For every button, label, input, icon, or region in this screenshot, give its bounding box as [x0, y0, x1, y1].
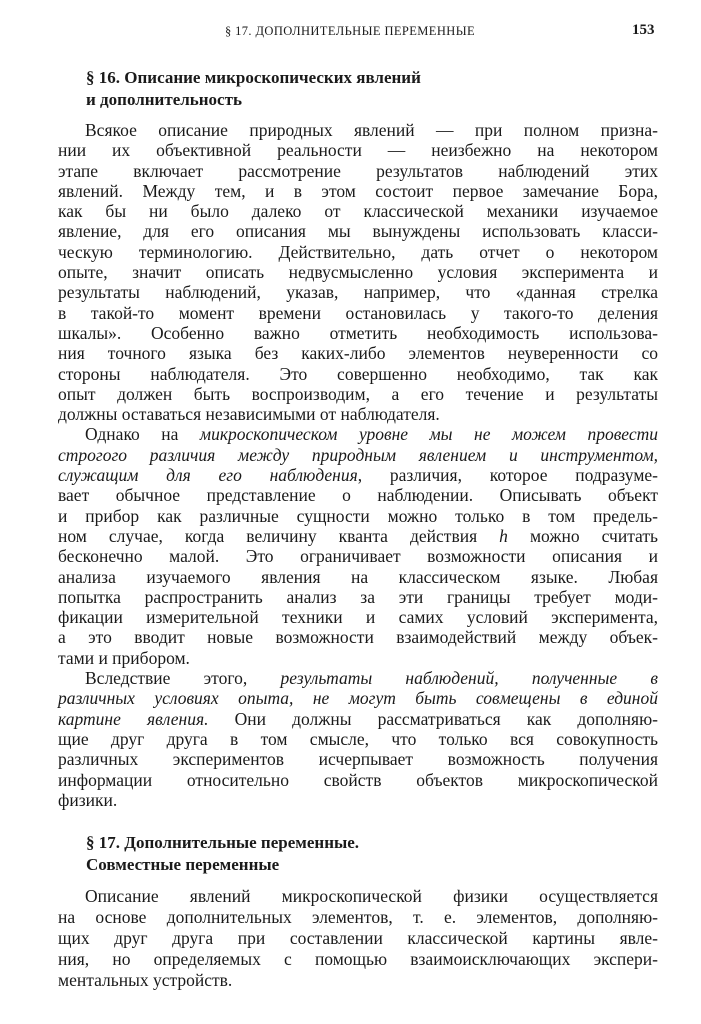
- section-16-title-line: § 16. Описание микроскопических явлений: [86, 68, 421, 87]
- section-17-body: [58, 886, 658, 991]
- text-line: [58, 668, 658, 688]
- italic-text: h: [499, 525, 508, 546]
- text-line: [58, 221, 658, 241]
- italic-text: различных условиях опыта, не могут быть совмещены в единой: [58, 688, 658, 709]
- text-run: нии их объективной реальности — неизбежно на некотором: [58, 140, 658, 161]
- section-16-body: [58, 120, 658, 810]
- text-line: [58, 587, 658, 607]
- text-run: ческую терминологию. Действительно, дать отчет о некотором: [58, 241, 658, 262]
- text-line: [58, 607, 658, 627]
- text-line: [58, 242, 658, 262]
- page-number: 153: [632, 22, 655, 38]
- text-line: [58, 907, 658, 928]
- text-run: ния точного языка без каких-либо элементов неуверенности со: [58, 343, 658, 364]
- text-run: Вследствие этого,: [85, 668, 281, 689]
- text-run: Описание явлений микроскопической физики осуществляется: [85, 886, 658, 906]
- text-line: [58, 526, 658, 546]
- text-run: Всякое описание природных явлений — при полном призна-: [85, 120, 658, 140]
- text-run: щих друг друга при составлении классической картины явле-: [58, 928, 658, 948]
- text-run: должны оставаться независимыми от наблюдателя.: [58, 404, 440, 425]
- text-line: [58, 384, 658, 404]
- text-line: [58, 201, 658, 221]
- text-line: [58, 928, 658, 949]
- section-17-title-line: Совместные переменные: [86, 855, 280, 874]
- text-run: и прибор как различные сущности можно только в том предель-: [58, 505, 658, 526]
- text-run: различных экспериментов исчерпывает возможность получения: [58, 749, 658, 770]
- italic-text: результаты наблюдений, полученные в: [280, 668, 658, 689]
- text-run: ния, но определяемых с помощью взаимоисключающих экспери-: [58, 949, 658, 969]
- text-line: [58, 709, 658, 729]
- section-17-heading: [86, 832, 359, 876]
- text-line: [58, 729, 658, 749]
- text-run: информации относительно свойств объектов микроскопической: [58, 769, 658, 790]
- text-line: [58, 343, 658, 363]
- text-line: [58, 485, 658, 505]
- text-run: щие друг друга в том смысле, что только вся совокупность: [58, 728, 658, 749]
- text-run: вает обычное представление о наблюдении. Описывать объект: [58, 485, 658, 506]
- text-line: [58, 648, 658, 668]
- text-run: бесконечно малой. Это ограничивает возможности описания и: [58, 546, 658, 567]
- text-run: Однако на: [85, 424, 200, 445]
- text-line: [58, 688, 658, 708]
- text-line: [58, 749, 658, 769]
- text-line: [58, 262, 658, 282]
- italic-text: картине явления.: [58, 708, 209, 729]
- text-line: [58, 790, 658, 810]
- text-line: [58, 970, 658, 991]
- text-run: явлений. Между тем, и в этом состоит первое замечание Бора,: [58, 180, 658, 201]
- text-line: [58, 627, 658, 647]
- text-line: [58, 445, 658, 465]
- text-run: фикации измерительной техники и самих условий эксперимента,: [58, 607, 658, 628]
- text-line: [58, 120, 658, 140]
- section-16-heading: [86, 67, 421, 111]
- text-line: [58, 364, 658, 384]
- text-line: [58, 303, 658, 323]
- text-run: в такой-то момент времени остановилась у такого-то деления: [58, 302, 658, 323]
- text-run: результаты наблюдений, указав, например, что «данная стрелка: [58, 282, 658, 303]
- text-line: [58, 140, 658, 160]
- text-line: [58, 506, 658, 526]
- italic-text: микроскопическом уровне мы не можем провести: [199, 424, 658, 445]
- text-run: , различия, которое подразуме-: [357, 465, 658, 486]
- text-line: [58, 886, 658, 907]
- section-17-title-line: § 17. Дополнительные переменные.: [86, 833, 360, 852]
- text-run: Они должны рассматриваться как дополняю-: [208, 708, 658, 729]
- running-head: § 17. ДОПОЛНИТЕЛЬНЫЕ ПЕРЕМЕННЫЕ: [224, 24, 476, 38]
- text-run: этапе включает рассмотрение результатов наблюдений этих: [58, 160, 658, 181]
- italic-text: строгого различия между природным явлением и инструментом,: [58, 444, 658, 465]
- text-run: шкалы». Особенно важно отметить необходимость использова-: [58, 322, 658, 343]
- text-run: как бы ни было далеко от классической механики изучаемое: [58, 201, 658, 222]
- text-run: ном случае, когда величину кванта действия: [58, 525, 500, 546]
- text-run: попытка распространить анализ за эти границы требует моди-: [58, 586, 658, 607]
- text-line: [58, 181, 658, 201]
- text-run: стороны наблюдателя. Это совершенно необходимо, так как: [58, 363, 658, 384]
- text-run: явление, для его описания мы вынуждены использовать класси-: [58, 221, 658, 242]
- text-run: тами и прибором.: [58, 647, 190, 668]
- text-line: [58, 465, 658, 485]
- text-run: анализа изучаемого явления на классическом языке. Любая: [58, 566, 658, 587]
- text-run: опыте, значит описать недвусмысленно условия эксперимента и: [58, 262, 658, 283]
- section-16-title-line: и дополнительность: [86, 90, 242, 109]
- text-line: [58, 567, 658, 587]
- text-line: [58, 424, 658, 444]
- text-line: [58, 282, 658, 302]
- text-line: [58, 161, 658, 181]
- text-line: [58, 323, 658, 343]
- text-line: [58, 546, 658, 566]
- text-run: опыт должен быть воспроизводим, а его течение и результаты: [58, 383, 658, 404]
- text-run: на основе дополнительных элементов, т. е. элементов, дополняю-: [58, 907, 658, 927]
- text-run: ментальных устройств.: [58, 970, 233, 990]
- text-line: [58, 404, 658, 424]
- text-run: можно считать: [507, 525, 658, 546]
- italic-text: служащим для его наблюдения: [58, 465, 358, 486]
- text-line: [58, 770, 658, 790]
- text-run: а это вводит новые возможности взаимодействий между объек-: [58, 627, 658, 648]
- text-line: [58, 949, 658, 970]
- text-run: физики.: [58, 789, 118, 810]
